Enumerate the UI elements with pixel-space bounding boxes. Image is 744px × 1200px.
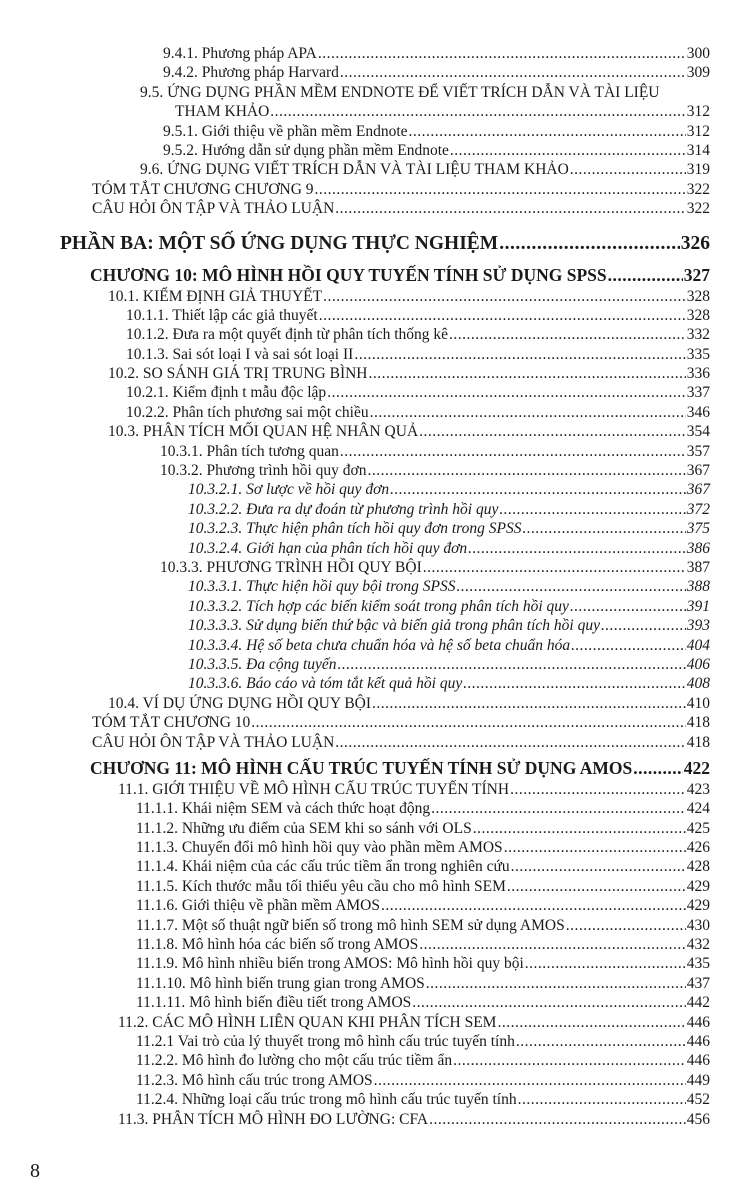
toc-entry-title: CHƯƠNG 10: MÔ HÌNH HỒI QUY TUYẾN TÍNH SỬ DỤNG SPSS <box>90 264 607 285</box>
leader-dots <box>504 838 686 857</box>
toc-entry-page: 335 <box>686 345 710 363</box>
toc-entry-page: 424 <box>686 800 710 818</box>
leader-dots <box>335 199 685 218</box>
toc-entry-page: 388 <box>686 578 710 596</box>
leader-dots <box>369 364 686 383</box>
toc-entry-title: 10.3.2. Phương trình hồi quy đơn <box>160 462 367 480</box>
toc-entry-page: 391 <box>686 597 710 615</box>
toc-entry-page: 428 <box>686 858 710 876</box>
toc-entry-title: 11.1.6. Giới thiệu về phần mềm AMOS <box>136 897 380 915</box>
toc-entry-title: 11.1.11. Mô hình biến điều tiết trong AMOS <box>136 994 412 1012</box>
toc-entry-page: 337 <box>686 384 710 402</box>
toc-entry-page: 406 <box>686 655 710 673</box>
toc-entry-title: 10.1.2. Đưa ra một quyết định từ phân tích thống kê <box>126 326 449 344</box>
toc-entry-title: 11.1.9. Mô hình nhiều biến trong AMOS: Mô hình hồi quy bội <box>136 955 524 973</box>
toc-entry[interactable] <box>0 916 744 935</box>
toc-entry[interactable] <box>0 1051 744 1070</box>
toc-entry-page: 312 <box>686 103 710 121</box>
toc-entry-title: 10.3.3.4. Hệ số beta chưa chuẩn hóa và hệ số beta chuẩn hóa <box>188 636 571 654</box>
toc-entry[interactable] <box>0 1032 744 1051</box>
leader-dots <box>323 287 686 306</box>
toc-entry-page: 449 <box>686 1071 710 1089</box>
toc-entry[interactable] <box>0 403 744 422</box>
toc-entry-page: 367 <box>686 481 710 499</box>
toc-entry[interactable] <box>0 306 744 325</box>
toc-entry-page: 300 <box>686 45 710 62</box>
toc-entry-title: 10.2. SO SÁNH GIÁ TRỊ TRUNG BÌNH <box>108 365 368 383</box>
toc-entry-title: 11.1.3. Chuyển đổi mô hình hồi quy vào phần mềm AMOS <box>136 839 503 857</box>
leader-dots <box>571 636 686 655</box>
toc-entry[interactable] <box>0 325 744 344</box>
leader-dots <box>412 993 685 1012</box>
toc-entry-title: 10.3.1. Phân tích tương quan <box>160 442 339 460</box>
toc-entry[interactable] <box>0 63 744 82</box>
toc-entry[interactable] <box>0 799 744 818</box>
toc-entry[interactable] <box>0 44 744 63</box>
toc-chapter-heading[interactable] <box>0 263 744 287</box>
toc-entry-title: 11.1.1. Khái niệm SEM và cách thức hoạt động <box>136 800 431 818</box>
toc-entry-page: 435 <box>686 955 710 973</box>
leader-dots <box>270 102 685 121</box>
leader-dots <box>453 1051 686 1070</box>
toc-entry-title: 11.1.2. Những ưu điểm của SEM khi so sánh với OLS <box>136 819 472 837</box>
toc-entry-title: 9.5.1. Giới thiệu về phần mềm Endnote <box>163 122 408 140</box>
toc-entry-page: 326 <box>680 232 710 254</box>
toc-entry-page: 393 <box>686 617 710 635</box>
toc-entry-page: 404 <box>686 636 710 654</box>
toc-entry-page: 418 <box>686 714 710 732</box>
toc-entry-title: PHẦN BA: MỘT SỐ ỨNG DỤNG THỰC NGHIỆM <box>60 232 499 254</box>
toc-entry[interactable] <box>0 597 744 616</box>
toc-entry[interactable] <box>0 287 744 306</box>
leader-dots <box>327 383 686 402</box>
toc-entry-title: 10.1. KIỂM ĐỊNH GIẢ THUYẾT <box>108 287 323 305</box>
toc-entry-page: 372 <box>686 500 710 518</box>
toc-entry[interactable] <box>0 694 744 713</box>
leader-dots <box>601 616 686 635</box>
toc-entry-title: TÓM TẮT CHƯƠNG 10 <box>92 714 251 732</box>
toc-entry-title: 10.3.2.4. Giới hạn của phân tích hồi quy đơn <box>188 539 468 557</box>
toc-entry[interactable] <box>0 141 744 160</box>
toc-entry[interactable] <box>0 733 744 752</box>
toc-entry[interactable] <box>0 935 744 954</box>
toc-entry-title: 10.2.1. Kiểm định t mẫu độc lập <box>126 384 327 402</box>
toc-entry-title: 11.2.2. Mô hình đo lường cho một cấu trúc tiềm ẩn <box>136 1052 453 1070</box>
toc-entry-title: 11.1.4. Khái niệm của các cấu trúc tiềm ẩn trong nghiên cứu <box>136 858 510 876</box>
toc-entry-title: 10.3.2.1. Sơ lược về hồi quy đơn <box>188 481 390 499</box>
toc-entry-page: 446 <box>686 1052 710 1070</box>
toc-entry-page: 446 <box>686 1032 710 1050</box>
leader-dots <box>409 122 686 141</box>
toc-entry-page: 423 <box>686 780 710 798</box>
toc-entry[interactable] <box>0 461 744 480</box>
leader-dots <box>450 141 686 160</box>
toc-chapter-heading[interactable] <box>0 756 744 780</box>
toc-entry[interactable] <box>0 422 744 441</box>
toc-entry-title: 11.1.10. Mô hình biến trung gian trong AMOS <box>136 974 425 992</box>
toc-entry[interactable] <box>0 180 744 199</box>
leader-dots <box>340 63 686 82</box>
leader-dots <box>335 733 685 752</box>
toc-entry-page: 328 <box>686 306 710 324</box>
leader-dots <box>390 480 686 499</box>
toc-entry[interactable] <box>0 954 744 973</box>
toc-entry-title: THAM KHẢO <box>175 103 270 121</box>
toc-entry-title: 9.5.2. Hướng dẫn sử dụng phần mềm Endnote <box>163 141 449 159</box>
toc-entry[interactable] <box>0 857 744 876</box>
toc-entry[interactable] <box>0 102 744 121</box>
toc-entry[interactable] <box>0 199 744 218</box>
toc-entry-title: 10.3.2.2. Đưa ra dự đoán từ phương trình hồi quy <box>188 500 499 518</box>
toc-entry[interactable] <box>0 674 744 693</box>
toc-entry[interactable] <box>0 500 744 519</box>
toc-entry-title: 10.3.2.3. Thực hiện phân tích hồi quy đơn trong SPSS <box>188 520 522 538</box>
toc-entry[interactable] <box>0 83 744 102</box>
toc-entry-page: 437 <box>686 974 710 992</box>
leader-dots <box>419 935 685 954</box>
toc-entry[interactable] <box>0 1110 744 1129</box>
leader-dots <box>457 577 686 596</box>
leader-dots <box>338 655 686 674</box>
leader-dots <box>510 780 686 799</box>
toc-entry[interactable] <box>0 122 744 141</box>
toc-entry-page: 309 <box>686 64 710 82</box>
toc-entry-title: 11.3. PHÂN TÍCH MÔ HÌNH ĐO LƯỜNG: CFA <box>118 1110 429 1128</box>
toc-entry-title: 10.3. PHÂN TÍCH MỐI QUAN HỆ NHÂN QUẢ <box>108 423 419 441</box>
toc-entry-page: 422 <box>683 757 710 778</box>
toc-entry[interactable] <box>0 819 744 838</box>
leader-dots <box>374 1071 686 1090</box>
toc-entry-title: 9.4.1. Phương pháp APA <box>163 45 317 62</box>
toc-entry-title: 9.5. ỨNG DỤNG PHẦN MỀM ENDNOTE ĐỂ VIẾT TRÍCH DẪN VÀ TÀI LIỆU <box>140 83 660 101</box>
leader-dots <box>370 403 686 422</box>
toc-entry[interactable] <box>0 993 744 1012</box>
toc-entry-title: CÂU HỎI ÔN TẬP VÀ THẢO LUẬN <box>92 200 335 218</box>
leader-dots <box>633 756 683 780</box>
toc-entry-page: 408 <box>686 675 710 693</box>
toc-entry-page: 322 <box>686 180 710 198</box>
toc-entry-page: 387 <box>686 558 710 576</box>
toc-entry-title: TÓM TẮT CHƯƠNG CHƯƠNG 9 <box>92 180 314 198</box>
toc-entry[interactable] <box>0 345 744 364</box>
toc-entry-title: 11.1.5. Kích thước mẫu tối thiểu yêu cầu cho mô hình SEM <box>136 877 506 895</box>
leader-dots <box>608 263 683 287</box>
toc-entry-title: 11.2.4. Những loại cấu trúc trong mô hình cấu trúc tuyến tính <box>136 1091 517 1109</box>
leader-dots <box>570 597 686 616</box>
toc-entry[interactable] <box>0 713 744 732</box>
leader-dots <box>340 442 686 461</box>
toc-entry-page: 346 <box>686 403 710 421</box>
toc-entry-page: 354 <box>686 423 710 441</box>
leader-dots <box>507 877 686 896</box>
leader-dots <box>499 229 680 259</box>
toc-entry[interactable] <box>0 558 744 577</box>
toc-entry-title: 10.1.1. Thiết lập các giả thuyết <box>126 306 318 324</box>
leader-dots <box>449 325 686 344</box>
toc-entry[interactable] <box>0 616 744 635</box>
toc-entry-title: 10.3.3.5. Đa cộng tuyến <box>188 655 337 673</box>
toc-entry-page: 442 <box>686 994 710 1012</box>
leader-dots <box>431 799 686 818</box>
toc-entry[interactable] <box>0 896 744 915</box>
toc-entry-title: 10.3.3.3. Sử dụng biến thứ bậc và biến giả trong phân tích hồi quy <box>188 617 600 635</box>
toc-entry[interactable] <box>0 383 744 402</box>
toc-entry-page: 332 <box>686 326 710 344</box>
table-of-contents <box>0 44 744 1129</box>
toc-entry-title: 10.3.3. PHƯƠNG TRÌNH HỒI QUY BỘI <box>160 558 422 576</box>
leader-dots <box>419 422 686 441</box>
leader-dots <box>315 180 686 199</box>
leader-dots <box>468 539 686 558</box>
toc-entry-page: 327 <box>683 264 710 285</box>
leader-dots <box>525 954 686 973</box>
toc-entry-page: 418 <box>686 733 710 751</box>
toc-entry[interactable] <box>0 636 744 655</box>
toc-entry-title: 10.3.3.6. Báo cáo và tóm tắt kết quả hồi quy <box>188 675 463 693</box>
toc-entry[interactable] <box>0 780 744 799</box>
toc-entry-page: 456 <box>686 1110 710 1128</box>
leader-dots <box>522 519 685 538</box>
toc-entry-page: 375 <box>686 520 710 538</box>
leader-dots <box>566 916 686 935</box>
toc-entry-title: CHƯƠNG 11: MÔ HÌNH CẤU TRÚC TUYẾN TÍNH SỬ DỤNG AMOS <box>90 757 633 778</box>
leader-dots <box>251 713 685 732</box>
toc-entry-title: 10.3.3.1. Thực hiện hồi quy bội trong SPSS <box>188 578 456 596</box>
toc-entry[interactable] <box>0 1071 744 1090</box>
toc-entry[interactable] <box>0 877 744 896</box>
toc-entry-page: 429 <box>686 877 710 895</box>
toc-entry[interactable] <box>0 577 744 596</box>
toc-entry-page: 430 <box>686 916 710 934</box>
leader-dots <box>372 694 686 713</box>
toc-entry-page: 336 <box>686 365 710 383</box>
toc-entry-page: 429 <box>686 897 710 915</box>
leader-dots <box>429 1110 686 1129</box>
toc-entry-title: 9.6. ỨNG DỤNG VIẾT TRÍCH DẪN VÀ TÀI LIỆU THAM KHẢO <box>140 161 569 179</box>
toc-entry-title: 9.4.2. Phương pháp Harvard <box>163 64 339 82</box>
toc-entry-title: 10.3.3.2. Tích hợp các biến kiểm soát trong phân tích hồi quy <box>188 597 569 615</box>
leader-dots <box>570 160 686 179</box>
toc-entry-page: 312 <box>686 122 710 140</box>
toc-entry-title: 11.2.3. Mô hình cấu trúc trong AMOS <box>136 1071 373 1089</box>
toc-entry[interactable] <box>0 539 744 558</box>
toc-entry[interactable] <box>0 1090 744 1109</box>
leader-dots <box>511 857 686 876</box>
leader-dots <box>497 1013 685 1032</box>
toc-entry-page: 314 <box>686 141 710 159</box>
toc-entry-title: 10.1.3. Sai sót loại I và sai sót loại II <box>126 345 354 363</box>
toc-entry-title: 11.1.7. Một số thuật ngữ biến số trong mô hình SEM sử dụng AMOS <box>136 916 565 934</box>
leader-dots <box>318 44 686 63</box>
leader-dots <box>463 674 686 693</box>
toc-entry[interactable] <box>0 655 744 674</box>
toc-entry[interactable] <box>0 160 744 179</box>
toc-entry[interactable] <box>0 519 744 538</box>
toc-entry-page: 322 <box>686 200 710 218</box>
toc-part-heading[interactable] <box>0 229 744 259</box>
toc-entry-title: 10.4. VÍ DỤ ỨNG DỤNG HỒI QUY BỘI <box>108 694 372 712</box>
toc-entry-title: 11.1. GIỚI THIỆU VỀ MÔ HÌNH CẤU TRÚC TUYẾN TÍNH <box>118 780 510 798</box>
leader-dots <box>426 974 686 993</box>
toc-entry-page: 452 <box>686 1091 710 1109</box>
toc-entry-title: 11.1.8. Mô hình hóa các biến số trong AMOS <box>136 936 419 954</box>
toc-entry-page: 432 <box>686 936 710 954</box>
toc-entry-title: 11.2.1 Vai trò của lý thuyết trong mô hình cấu trúc tuyến tính <box>136 1032 515 1050</box>
toc-entry-page: 386 <box>686 539 710 557</box>
toc-entry-page: 446 <box>686 1013 710 1031</box>
leader-dots <box>319 306 686 325</box>
toc-entry-title: 10.2.2. Phân tích phương sai một chiều <box>126 403 369 421</box>
leader-dots <box>499 500 685 519</box>
leader-dots <box>518 1090 686 1109</box>
toc-entry[interactable] <box>0 442 744 461</box>
leader-dots <box>381 896 686 915</box>
toc-entry-page: 357 <box>686 442 710 460</box>
page-number: 8 <box>30 1160 40 1182</box>
toc-entry[interactable] <box>0 1013 744 1032</box>
toc-entry-title: 11.2. CÁC MÔ HÌNH LIÊN QUAN KHI PHÂN TÍCH SEM <box>118 1013 497 1031</box>
leader-dots <box>423 558 686 577</box>
toc-entry-page: 426 <box>686 839 710 857</box>
toc-entry[interactable] <box>0 838 744 857</box>
toc-entry-page: 410 <box>686 694 710 712</box>
leader-dots <box>516 1032 686 1051</box>
toc-entry-page: 328 <box>686 287 710 305</box>
toc-entry-title: CÂU HỎI ÔN TẬP VÀ THẢO LUẬN <box>92 733 335 751</box>
toc-entry-page: 319 <box>686 161 710 179</box>
toc-entry[interactable] <box>0 480 744 499</box>
toc-entry-page: 367 <box>686 462 710 480</box>
leader-dots <box>368 461 686 480</box>
toc-entry[interactable] <box>0 974 744 993</box>
toc-entry-page: 425 <box>686 819 710 837</box>
toc-entry[interactable] <box>0 364 744 383</box>
leader-dots <box>473 819 686 838</box>
leader-dots <box>354 345 685 364</box>
